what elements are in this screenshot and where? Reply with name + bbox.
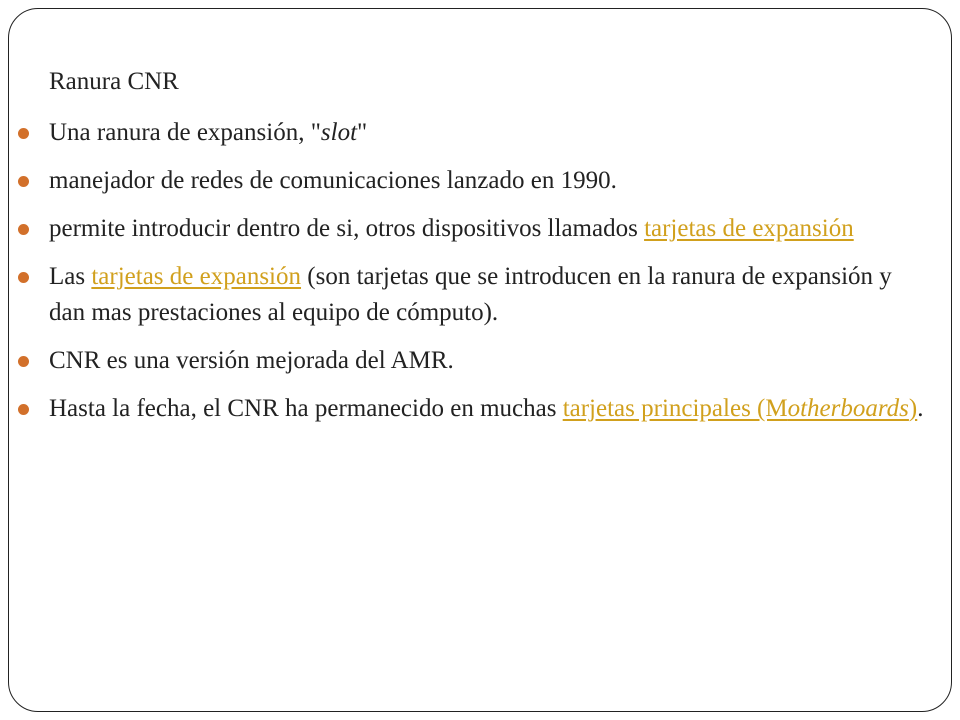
bullet-dot-icon [18, 176, 29, 187]
motherboards-link[interactable] [563, 395, 918, 422]
bullet-dot-icon [18, 224, 29, 235]
slot-term: slot [320, 119, 358, 146]
slide-title: Ranura CNR [49, 68, 179, 95]
bullet-text-post: (son tarjetas que se introducen en la ranura de expansión y dan mas prestaciones al equipo de cómputo). [49, 263, 892, 326]
bullet-text-end: " [357, 119, 368, 146]
bullet-text-pre: Las [49, 263, 92, 290]
bullet-text: Una ranura de expansión, " [49, 119, 321, 146]
bullet-text: CNR es una versión mejorada del AMR. [49, 347, 454, 374]
bullet-cnr-amr [49, 343, 929, 379]
expansion-cards-link[interactable]: tarjetas de expansión [644, 215, 854, 242]
bullet-introduce-devices [49, 211, 929, 247]
bullet-expansion-cards [49, 259, 929, 331]
bullet-network-manager [49, 163, 929, 199]
bullet-dot-icon [18, 356, 29, 367]
motherboards-link-em: otherboards [787, 395, 909, 422]
bullet-text: manejador de redes de comunicaciones lanzado en 1990. [49, 167, 617, 194]
slide-frame [8, 8, 952, 712]
bullet-text: Hasta la fecha, el CNR ha permanecido en muchas [49, 395, 563, 422]
bullet-list [49, 115, 929, 439]
motherboards-link-text: tarjetas principales (M [562, 395, 788, 422]
bullet-dot-icon [18, 272, 29, 283]
bullet-dot-icon [18, 404, 29, 415]
bullet-text-end: . [917, 395, 924, 422]
bullet-slot-definition [49, 115, 929, 151]
motherboards-link-end: ) [908, 395, 918, 422]
bullet-motherboards [49, 391, 929, 427]
bullet-dot-icon [18, 128, 29, 139]
bullet-text: permite introducir dentro de si, otros dispositivos llamados [49, 215, 645, 242]
expansion-cards-link-2[interactable]: tarjetas de expansión [91, 263, 302, 290]
